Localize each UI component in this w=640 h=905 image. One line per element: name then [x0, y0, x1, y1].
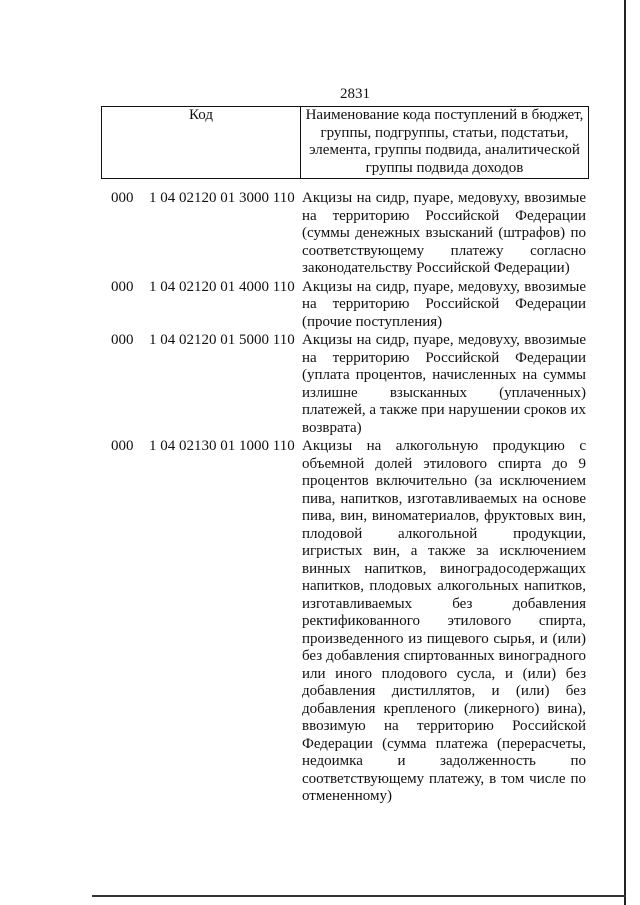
revenue-description: Акцизы на сидр, пуаре, медовуху, ввозимые на территорию Российской Федерации (суммы денежных взысканий (штрафов) по соответствующему платежу согласно законодательству Российской Федерации): [302, 190, 586, 276]
table-row: [101, 190, 589, 278]
code-column-header: Код: [102, 107, 301, 179]
revenue-code: 1 04 02120 01 4000 110: [149, 278, 295, 295]
revenue-description: Акцизы на сидр, пуаре, медовуху, ввозимые на территорию Российской Федерации (уплата процентов, начисленных на суммы излишне взысканных (уплаченных) платежей, а также при нарушении сроков их возврата): [302, 332, 586, 436]
admin-code: 000: [111, 332, 134, 348]
revenue-code: 1 04 02120 01 3000 110: [149, 190, 295, 206]
revenue-code: 1 04 02130 01 1000 110: [149, 438, 295, 454]
admin-code: 000: [111, 190, 134, 206]
revenue-description: Акцизы на сидр, пуаре, медовуху, ввозимые на территорию Российской Федерации (прочие поступления): [302, 278, 586, 330]
revenue-description: Акцизы на алкогольную продукцию с объемной долей этилового спирта до 9 процентов включительно (за исключением пива, напитков, изготавливаемых на основе пива, вин, виноматериалов, фруктовых вин, плодовой алкогольной продукции, игристых вин, а также за исключением винных напитков, виноградосодержащих напитков, плодовых алкогольных напитков, изготавливаемых без добавления ректификованного этилового спирта, произведенного из пищевого сырья, и (или) без добавления спиртованных виноградного или иного плодового сусла, и (или) без добавления дистиллятов, и (или) без добавления крепленого (ликерного) вина), ввозимую на территорию Российской Федерации (сумма платежа (перерасчеты, недоимка и задолженность по соответствующему платежу, в том числе по отмененному): [302, 438, 586, 804]
revenue-code: 1 04 02120 01 5000 110: [149, 332, 295, 348]
table-row: [101, 332, 589, 437]
table-header: [101, 106, 589, 179]
scan-edge-bottom: [92, 895, 626, 897]
scan-edge-right: [624, 0, 626, 905]
table-row: [101, 438, 589, 806]
admin-code: 000: [111, 438, 134, 454]
name-column-header: Наименование кода поступлений в бюджет, группы, подгруппы, статьи, подстатьи, элемента, группы подвида, аналитической группы подвида доходов: [301, 107, 589, 179]
admin-code: 000: [111, 278, 134, 295]
table-row: [101, 279, 589, 332]
page-number: 2831: [340, 86, 370, 102]
revenue-code-list: [101, 190, 589, 807]
